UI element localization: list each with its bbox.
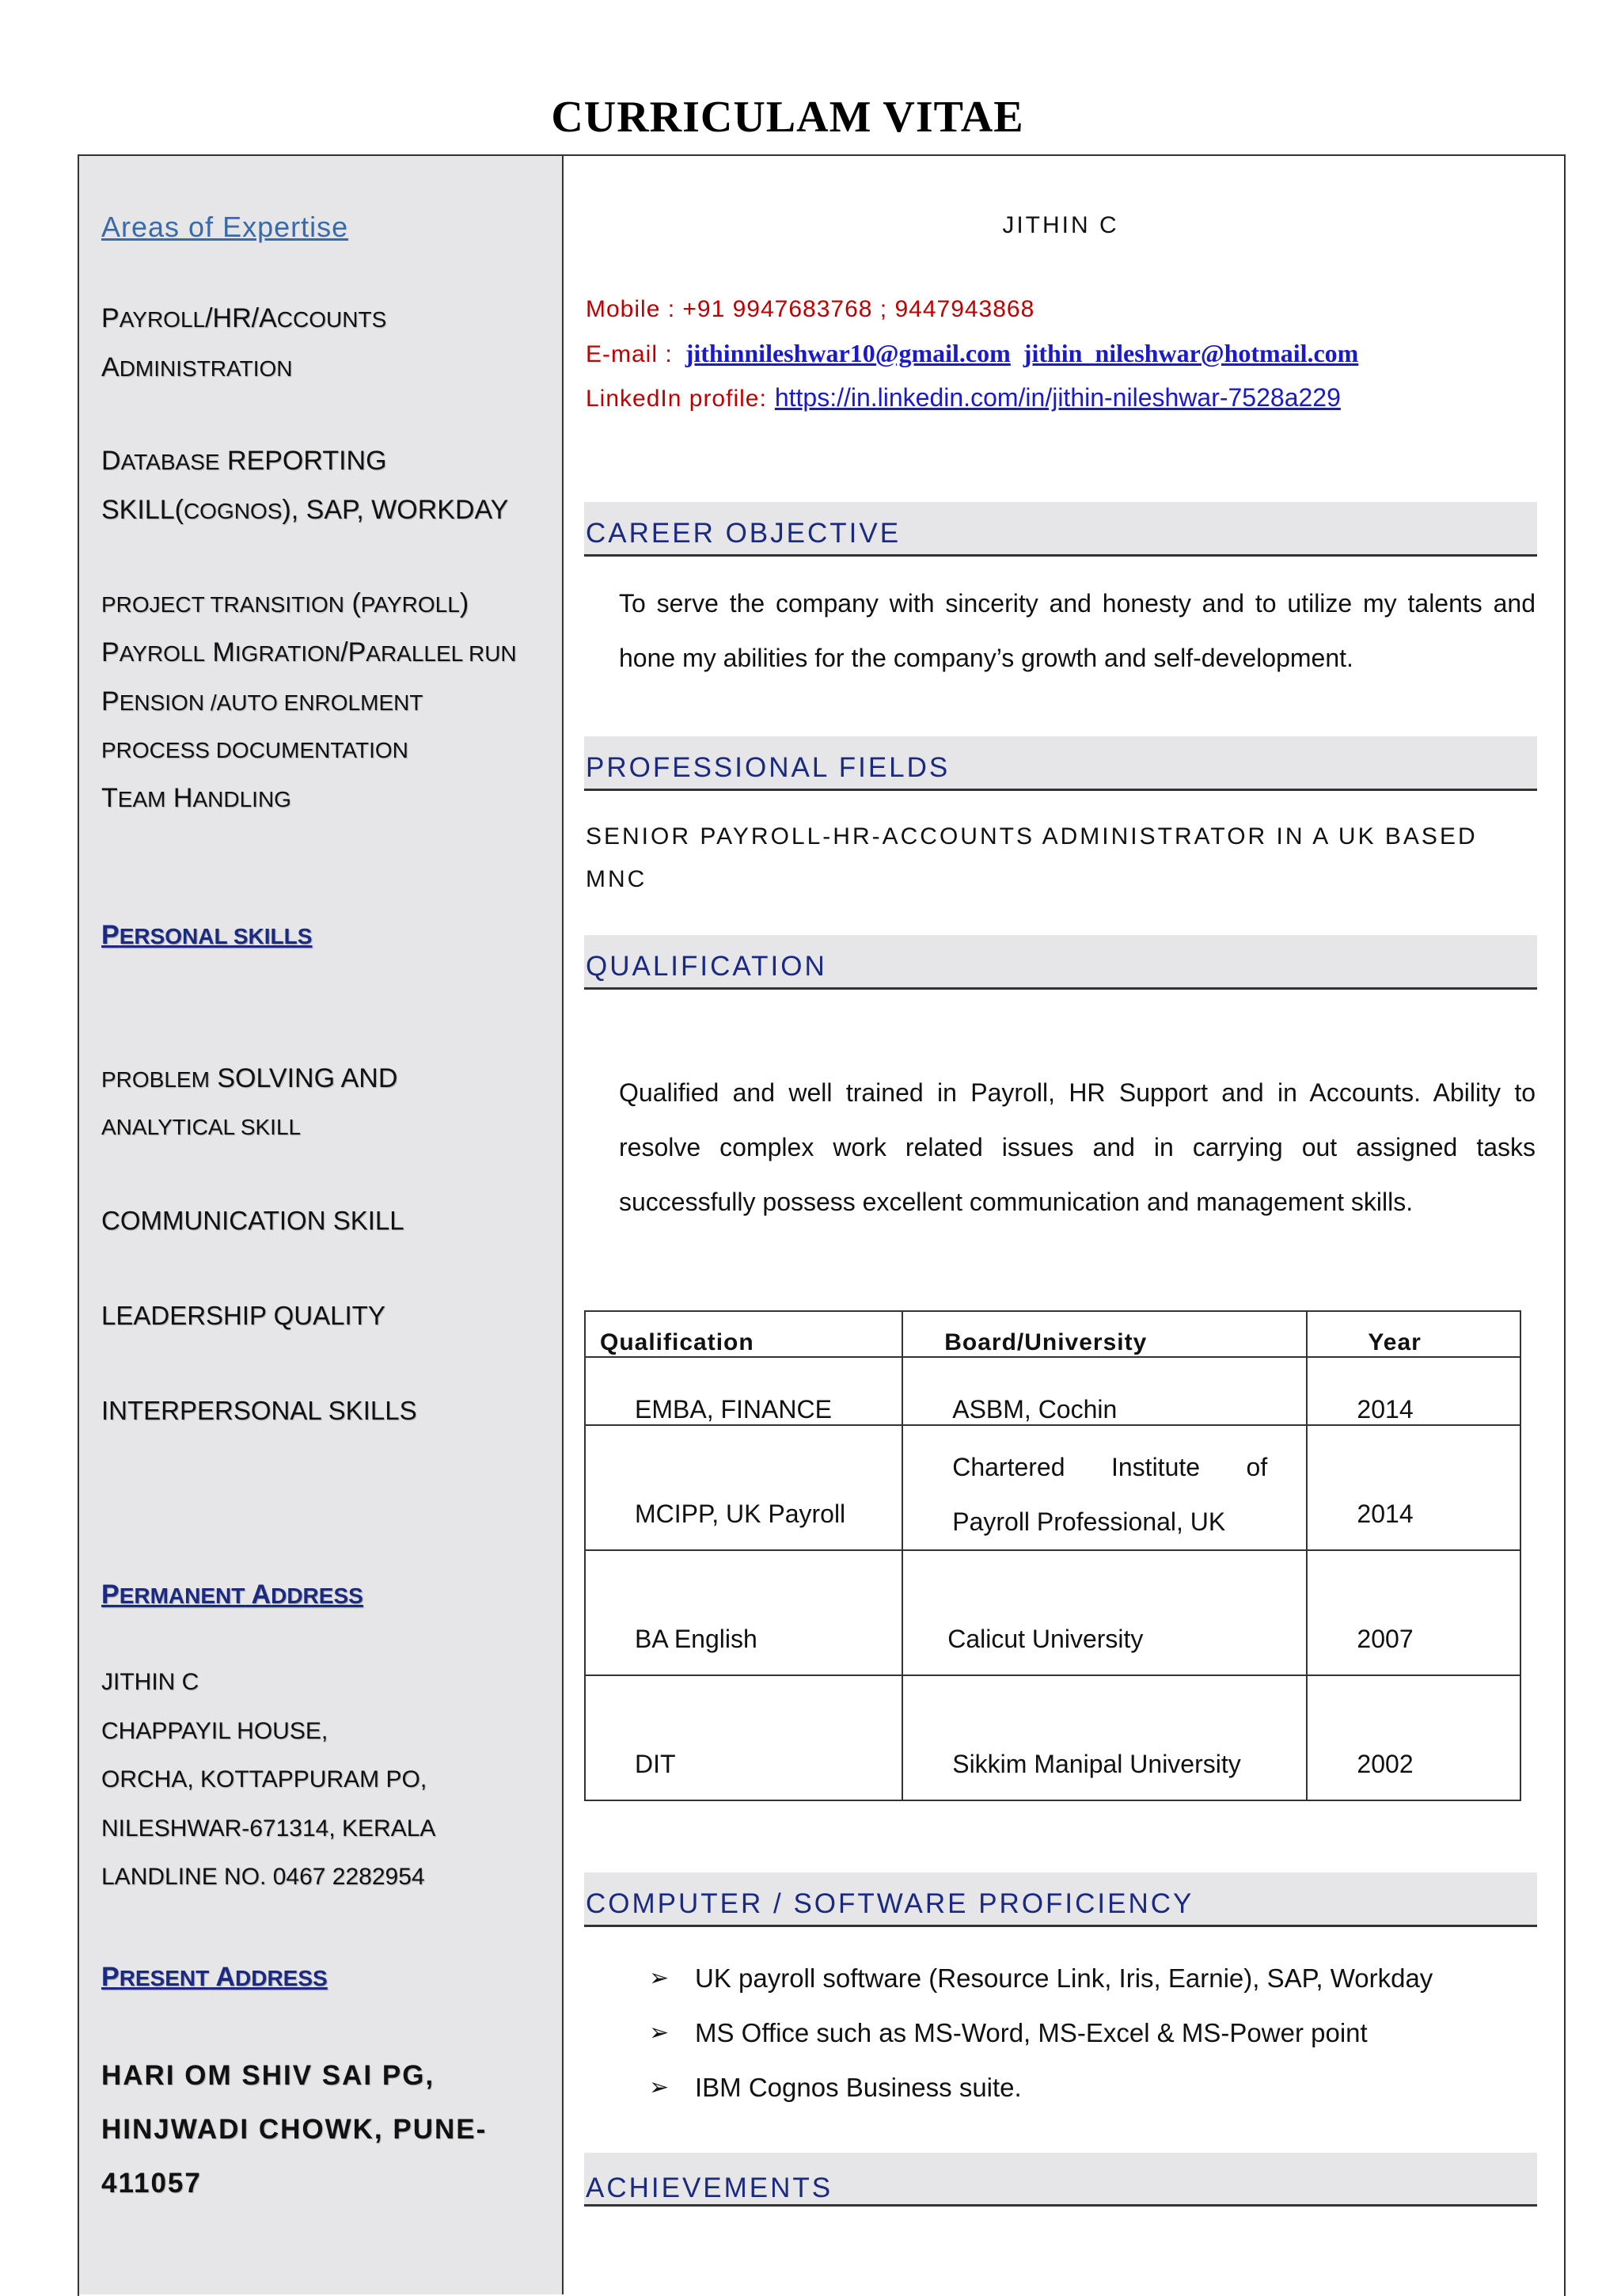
expertise-list — [101, 580, 517, 823]
linkedin-link[interactable]: https://in.linkedin.com/in/jithin-nileshwar-7528a229 — [774, 383, 1341, 412]
arrow-bullet-icon: ➢ — [649, 2020, 670, 2046]
arrow-bullet-icon: ➢ — [649, 2074, 670, 2100]
column-header-qualification: Qualification — [585, 1311, 902, 1357]
present-address — [101, 2049, 487, 2210]
expertise-payroll: PAYROLL/HR/ACCOUNTS ADMINISTRATION — [101, 303, 387, 382]
computer-section — [584, 1872, 1537, 1927]
cell-board — [902, 1425, 1307, 1550]
table-header-row — [585, 1311, 1520, 1357]
address-line: JITHIN C — [101, 1669, 199, 1695]
address-line: CHAPPAYIL HOUSE, — [101, 1717, 328, 1744]
arrow-bullet-icon: ➢ — [649, 1965, 670, 1991]
cell-board: Sikkim Manipal University — [902, 1675, 1307, 1800]
email-link-gmail[interactable]: jithinnileshwar10@gmail.com — [685, 339, 1011, 367]
expertise-pension: PENSION /AUTO ENROLMENT — [101, 686, 423, 717]
mobile-line: Mobile : +91 9947683768 ; 9447943868 — [586, 296, 1035, 322]
list-item: ➢ IBM Cognos Business suite. — [649, 2060, 1433, 2115]
expertise-database: DATABASE REPORTING SKILL(COGNOS), SAP, WORKDAY — [101, 446, 509, 525]
table-row — [585, 1425, 1520, 1550]
column-header-year: Year — [1307, 1311, 1520, 1357]
cell-year: 2002 — [1307, 1675, 1520, 1800]
expertise-team-handling: TEAM HANDLING — [101, 783, 291, 813]
expertise-project-transition: PROJECT TRANSITION (PAYROLL) — [101, 588, 469, 618]
expertise-heading: Areas of Expertise — [101, 211, 349, 243]
expertise-process-documentation: PROCESS DOCUMENTATION — [101, 738, 408, 762]
cell-year: 2014 — [1307, 1357, 1520, 1425]
personal-skills-heading: PERSONAL SKILLS — [101, 920, 313, 950]
cell-board: ASBM, Cochin — [902, 1357, 1307, 1425]
skill-communication: COMMUNICATION SKILL — [101, 1206, 404, 1235]
career-objective-text: To serve the company with sincerity and honesty and to utilize my talents and hone my abilities for the company’s growth and self-development. — [619, 589, 1536, 672]
board-line: Chartered Institute of — [952, 1453, 1268, 1481]
table-row — [585, 1357, 1520, 1425]
achievements-section — [584, 2153, 1537, 2207]
table-row — [585, 1550, 1520, 1675]
email-line — [586, 339, 1358, 368]
qualification-heading: QUALIFICATION — [586, 951, 827, 982]
document-title: CURRICULAM VITAE — [551, 93, 1024, 142]
cell-year: 2014 — [1307, 1425, 1520, 1550]
present-address-heading: PRESENT ADDRESS — [101, 1962, 328, 1992]
professional-fields-section — [584, 736, 1537, 791]
cell-qualification: MCIPP, UK Payroll — [585, 1425, 902, 1550]
board-line: Payroll Professional, UK — [952, 1507, 1226, 1536]
list-item: ➢ MS Office such as MS-Word, MS-Excel & MS-Power point — [649, 2005, 1433, 2060]
career-objective-heading: CAREER OBJECTIVE — [586, 518, 902, 549]
cell-qualification: BA English — [585, 1550, 902, 1675]
table-row — [585, 1675, 1520, 1800]
qualification-text: Qualified and well trained in Payroll, HR Support and in Accounts. Ability to resolve complex work related issues and in carrying out assigned tasks successfully possess excellent communication and management skills. — [619, 1078, 1536, 1216]
qualification-table — [584, 1310, 1521, 1801]
qualification-section — [584, 935, 1537, 990]
skill-interpersonal: INTERPERSONAL SKILLS — [101, 1396, 417, 1425]
linkedin-label: LinkedIn profile: — [586, 386, 767, 412]
cell-board: Calicut University — [902, 1550, 1307, 1675]
address-line: HINJWADI CHOWK, PUNE- — [101, 2114, 488, 2145]
address-line: ORCHA, KOTTAPPURAM PO, — [101, 1766, 427, 1792]
permanent-address — [101, 1658, 435, 1902]
achievements-heading: ACHIEVEMENTS — [586, 2172, 833, 2203]
address-line: NILESHWAR-671314, KERALA — [101, 1815, 436, 1842]
address-line: 411057 — [101, 2168, 202, 2199]
linkedin-line — [586, 383, 1341, 412]
permanent-address-heading: PERMANENT ADDRESS — [101, 1579, 363, 1610]
address-line: HARI OM SHIV SAI PG, — [101, 2060, 435, 2091]
email-label: E-mail : — [586, 341, 673, 367]
software-list — [649, 1951, 1433, 2115]
expertise-migration: PAYROLL MIGRATION/PARALLEL RUN — [101, 637, 517, 667]
skill-leadership: LEADERSHIP QUALITY — [101, 1301, 385, 1330]
address-line: LANDLINE NO. 0467 2282954 — [101, 1864, 425, 1890]
candidate-name: JITHIN C — [1002, 212, 1119, 238]
column-header-board: Board/University — [902, 1311, 1307, 1357]
email-link-hotmail[interactable]: jithin_nileshwar@hotmail.com — [1023, 339, 1359, 367]
list-item: ➢ UK payroll software (Resource Link, Iris, Earnie), SAP, Workday — [649, 1951, 1433, 2005]
professional-fields-heading: PROFESSIONAL FIELDS — [586, 752, 951, 783]
cell-qualification: DIT — [585, 1675, 902, 1800]
skill-problem-solving: PROBLEM SOLVING AND ANALYTICAL SKILL — [101, 1063, 398, 1139]
computer-heading: COMPUTER / SOFTWARE PROFICIENCY — [586, 1888, 1194, 1919]
cell-qualification: EMBA, FINANCE — [585, 1357, 902, 1425]
professional-fields-text: SENIOR PAYROLL-HR-ACCOUNTS ADMINISTRATOR IN A UK BASED MNC — [586, 823, 1478, 892]
career-objective-section — [584, 502, 1537, 557]
cell-year: 2007 — [1307, 1550, 1520, 1675]
